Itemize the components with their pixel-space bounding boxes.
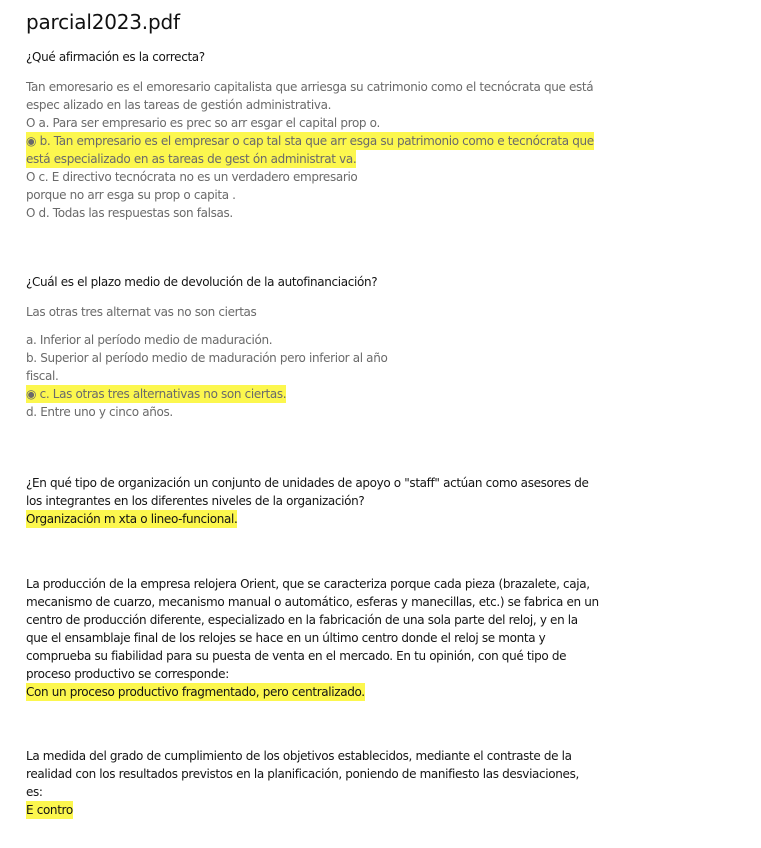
question-1-option-d: O d. Todas las respuestas son falsas. xyxy=(26,206,233,220)
question-4-text: centro de producción diferente, especializado en la fabricación de una sola parte del reloj, y en la xyxy=(26,613,578,627)
question-2-option-b: b. Superior al período medio de maduración pero inferior al año xyxy=(26,351,388,365)
question-5-text: es: xyxy=(26,785,43,799)
question-5-text: La medida del grado de cumplimiento de los objetivos establecidos, mediante el contraste de la xyxy=(26,749,572,763)
question-2-text: ¿Cuál es el plazo medio de devolución de la autofinanciación? xyxy=(26,275,378,289)
question-5-text: realidad con los resultados previstos en la planificación, poniendo de manifiesto las desviaciones, xyxy=(26,767,579,781)
question-2 xyxy=(26,273,716,421)
question-5 xyxy=(26,747,716,819)
question-4-text: comprueba su fiabilidad para su puesta de venta en el mercado. En tu opinión, con qué tipo de xyxy=(26,649,567,663)
question-4-text: proceso productivo se corresponde: xyxy=(26,667,229,681)
question-4-text: La producción de la empresa relojera Orient, que se caracteriza porque cada pieza (brazalete, caja, xyxy=(26,577,590,591)
question-1-statement-line: espec alizado en las tareas de gestión administrativa. xyxy=(26,98,332,112)
question-1-option-a: O a. Para ser empresario es prec so arr esgar el capital prop o. xyxy=(26,116,380,130)
question-2-option-a: a. Inferior al período medio de maduración. xyxy=(26,333,273,347)
question-1 xyxy=(26,48,716,222)
question-2-option-b: fiscal. xyxy=(26,369,59,383)
question-4-text: mecanismo de cuarzo, mecanismo manual o automático, esferas y manecillas, etc.) se fabrica en un xyxy=(26,595,599,609)
question-2-option-c-selected: ◉ c. Las otras tres alternativas no son ciertas. xyxy=(26,387,287,401)
question-4-answer: Con un proceso productivo fragmentado, pero centralizado. xyxy=(26,685,365,699)
question-1-option-b-selected: ◉ b. Tan empresario es el empresar o cap tal sta que arr esga su patrimonio como e tecnócrata que xyxy=(26,134,594,148)
document-title: parcial2023.pdf xyxy=(26,10,180,34)
question-2-option-d: d. Entre uno y cinco años. xyxy=(26,405,173,419)
question-3-text: ¿En qué tipo de organización un conjunto de unidades de apoyo o "staff" actúan como asesores de xyxy=(26,476,589,490)
question-3-answer: Organización m xta o lineo-funcional. xyxy=(26,512,238,526)
question-3-text: los integrantes en los diferentes niveles de la organización? xyxy=(26,494,365,508)
question-4 xyxy=(26,575,716,701)
question-1-text: ¿Qué afirmación es la correcta? xyxy=(26,50,205,64)
question-1-option-c: porque no arr esga su prop o capita . xyxy=(26,188,236,202)
question-5-answer: E contro xyxy=(26,803,73,817)
question-1-option-b-selected: está especializado en as tareas de gest ón administrat va. xyxy=(26,152,357,166)
question-3 xyxy=(26,474,716,528)
question-4-text: que el ensamblaje final de los relojes se hace en un último centro donde el reloj se monta y xyxy=(26,631,546,645)
question-1-option-c: O c. E directivo tecnócrata no es un verdadero empresario xyxy=(26,170,358,184)
question-1-statement-line: Tan emoresario es el emoresario capitalista que arriesga su catrimonio como el tecnócrata que está xyxy=(26,80,594,94)
question-2-answer-text: Las otras tres alternat vas no son ciertas xyxy=(26,305,257,319)
